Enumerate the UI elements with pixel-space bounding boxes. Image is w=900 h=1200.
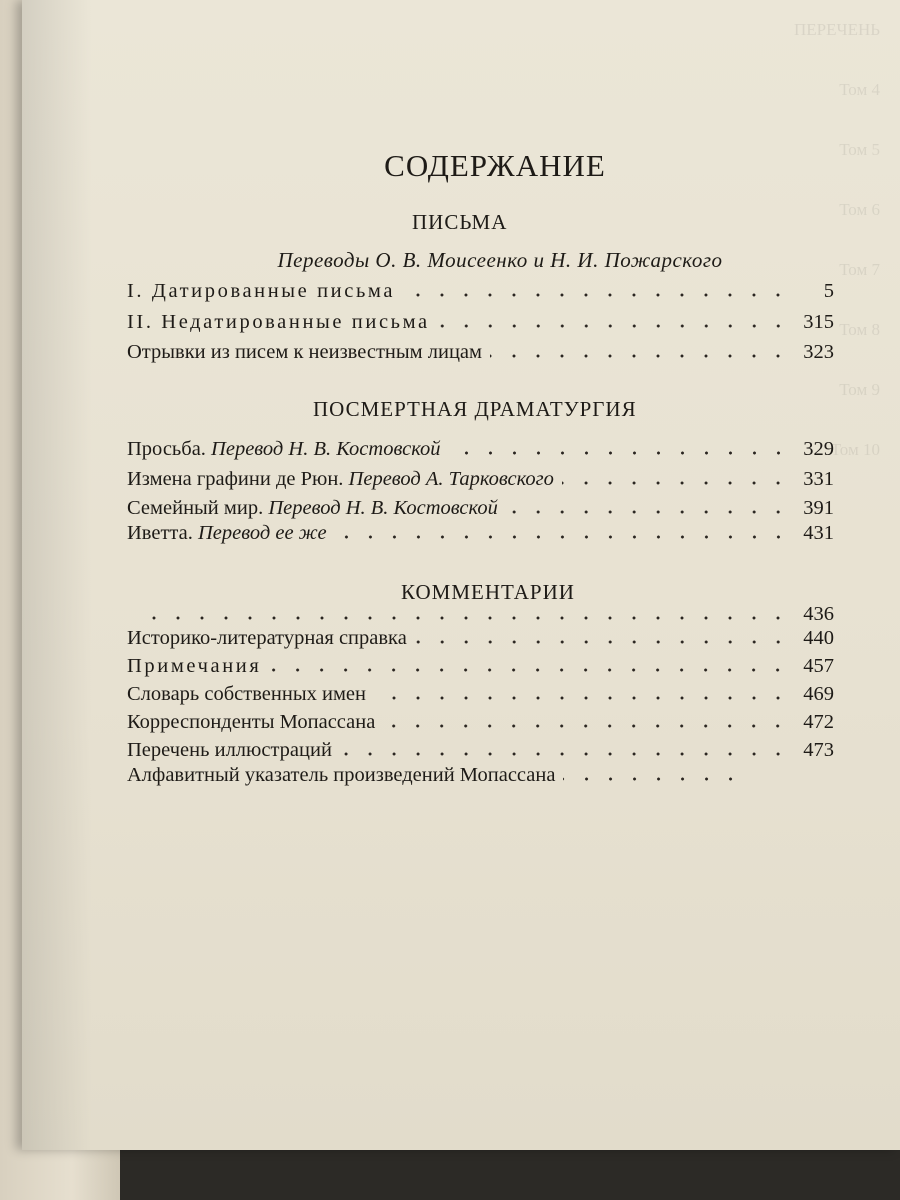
toc-entry-title: Семейный мир. (127, 497, 264, 519)
toc-entry (127, 280, 834, 310)
toc-entry-title: Историко-литературная справка (127, 627, 407, 649)
toc-entry-translator: Перевод Н. В. Костовской (211, 438, 441, 460)
toc-entry-title: Алфавитный указатель произведений Мопассана (127, 764, 556, 786)
dot-leader (562, 481, 790, 485)
toc-page-number: 469 (803, 683, 834, 705)
dot-leader (403, 293, 790, 297)
dot-leader (490, 354, 790, 358)
toc-entry (127, 764, 787, 794)
toc-page-number: 440 (803, 627, 834, 649)
toc-page-number: 5 (823, 280, 834, 302)
toc-entry (127, 711, 834, 741)
dot-leader (335, 535, 790, 539)
toc-entry-title: I. Датированные письма (127, 280, 396, 302)
toc-entry-title: Корреспонденты Мопассана (127, 711, 376, 733)
dot-leader (415, 640, 790, 644)
toc-entry-title: Словарь собственных имен (127, 683, 366, 705)
toc-entry (127, 341, 834, 371)
toc-page-number: 323 (803, 341, 834, 363)
section-heading-letters: ПИСЬМА (412, 210, 508, 234)
toc-entry-title: Просьба. (127, 438, 206, 460)
toc-entry-translator: Перевод ее же (197, 522, 327, 544)
dot-leader (374, 696, 790, 700)
section-heading-drama: ПОСМЕРТНАЯ ДРАМАТУРГИЯ (313, 397, 637, 421)
toc-entry-title: Иветта. (127, 522, 193, 544)
toc-entry-translator: Перевод Н. В. Костовской (268, 497, 498, 519)
toc-entry (127, 438, 834, 468)
toc-entry-title: Отрывки из писем к неизвестным лицам (127, 341, 482, 363)
page-title: СОДЕРЖАНИЕ (384, 148, 606, 183)
toc-entry (127, 311, 834, 341)
toc-page-number: 457 (803, 655, 834, 677)
translators-note: Переводы О. В. Моисеенко и Н. И. Пожарского (277, 248, 723, 272)
toc-entry-title: Примечания (127, 655, 262, 677)
dot-leader (563, 777, 743, 781)
toc-page-number: 331 (803, 468, 834, 490)
toc-page-number: 391 (803, 497, 834, 519)
dot-leader (438, 324, 790, 328)
dot-leader (340, 752, 790, 756)
dot-leader (269, 668, 790, 672)
toc-entry (127, 522, 834, 552)
toc-entry (127, 627, 834, 657)
toc-page-number: 315 (803, 311, 834, 333)
section-heading-commentary: КОММЕНТАРИИ (401, 580, 575, 604)
toc-page-number: 472 (803, 711, 834, 733)
dot-leader (506, 510, 790, 514)
toc-page-number: 431 (803, 522, 834, 544)
page-gutter-shadow (22, 0, 92, 1150)
dot-leader (383, 724, 790, 728)
toc-entry (127, 655, 834, 685)
toc-page-number: 329 (803, 438, 834, 460)
toc-entry (127, 683, 834, 713)
dot-leader (449, 451, 790, 455)
toc-entry-title: Перечень иллюстраций (127, 739, 332, 761)
dot-leader (135, 616, 790, 620)
toc-page-number: 436 (803, 603, 834, 625)
toc-entry-translator: Перевод А. Тарковского (348, 468, 554, 490)
toc-entry (127, 468, 834, 498)
toc-entry-title: Измена графини де Рюн. (127, 468, 344, 490)
toc-page-number: 473 (803, 739, 834, 761)
toc-entry-title: II. Недатированные письма (127, 311, 430, 333)
